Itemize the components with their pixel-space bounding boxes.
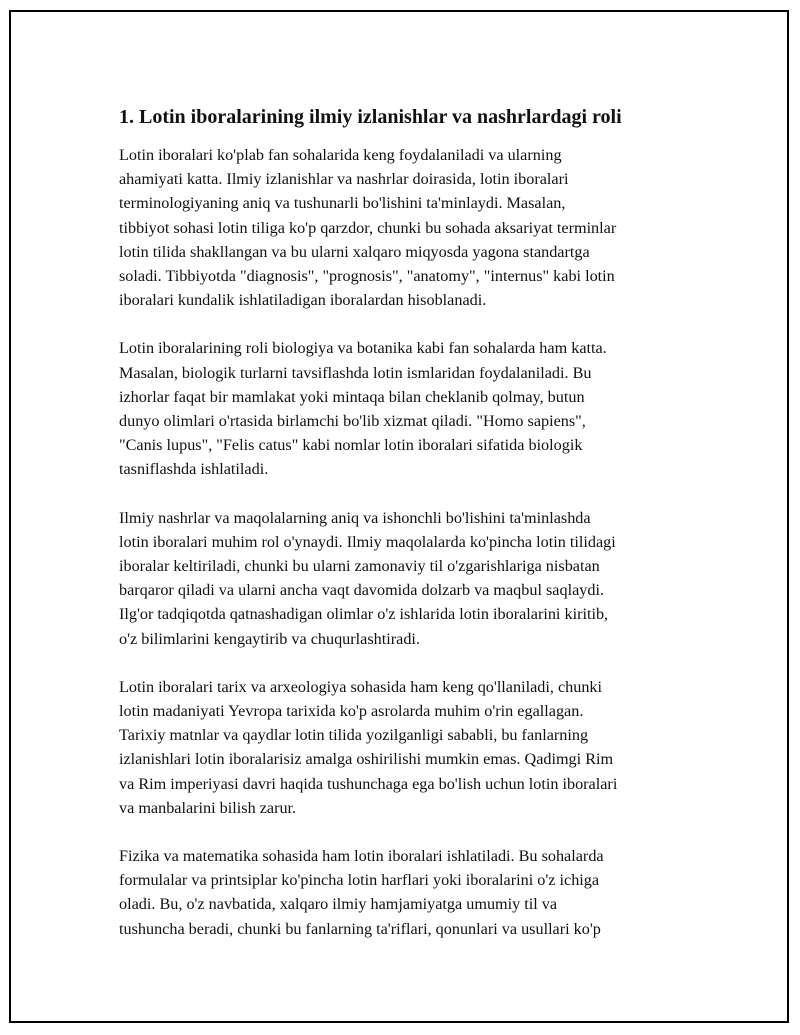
text-line: Ilg'or tadqiqotda qatnashadigan olimlar o'z ishlarida lotin iboralarini kiritib,	[119, 605, 609, 624]
text-line: izlanishlari lotin iboralarisiz amalga oshirilishi mumkin emas. Qadimgi Rim	[119, 750, 614, 769]
text-line: tasniflashda ishlatiladi.	[119, 460, 269, 479]
text-line: dunyo olimlari o'rtasida birlamchi bo'lib xizmat qiladi. "Homo sapiens",	[119, 412, 586, 431]
text-line: Fizika va matematika sohasida ham lotin iboralari ishlatiladi. Bu sohalarda	[119, 847, 604, 866]
document-content	[119, 104, 709, 965]
paragraph-medicine	[119, 143, 709, 312]
text-line: tushuncha beradi, chunki bu fanlarning ta'riflari, qonunlari va usullari ko'p	[119, 919, 601, 938]
text-line: Lotin iboralarining roli biologiya va botanika kabi fan sohalarda ham katta.	[119, 339, 607, 358]
text-line: Lotin iboralari ko'plab fan sohalarida keng foydalaniladi va ularning	[119, 146, 562, 164]
text-line: o'z bilimlarini kengaytirib va chuqurlashtiradi.	[119, 629, 420, 648]
text-line: va manbalarini bilish zarur.	[119, 798, 297, 817]
text-line: izhorlar faqat bir mamlakat yoki mintaqa bilan cheklanib qolmay, butun	[119, 387, 585, 406]
text-line: iboralar keltiriladi, chunki bu ularni zamonaviy til o'zgarishlariga nisbatan	[119, 557, 600, 576]
text-line: oladi. Bu, o'z navbatida, xalqaro ilmiy hamjamiyatga umumiy til va	[119, 895, 558, 914]
text-line: lotin madaniyati Yevropa tarixida ko'p asrolarda muhim o'rin egallagan.	[119, 702, 584, 721]
document-page	[9, 10, 789, 1023]
paragraph-publications	[119, 506, 709, 651]
text-line: soladi. Tibbiyotda "diagnosis", "prognosis", "anatomy", "internus" kabi lotin	[119, 267, 615, 286]
text-line: formulalar va printsiplar ko'pincha lotin harflari yoki iboralarini o'z ichiga	[119, 871, 600, 890]
text-line: terminologiyaning aniq va tushunarli bo'lishini ta'minlaydi. Masalan,	[119, 194, 566, 213]
paragraph-physics-math	[119, 844, 709, 941]
text-line: Ilmiy nashrlar va maqolalarning aniq va ishonchli bo'lishini ta'minlashda	[119, 508, 591, 527]
text-line: Tarixiy matnlar va qaydlar lotin tilida yozilganligi sababli, bu fanlarning	[119, 726, 589, 745]
text-line: iboralari kundalik ishlatiladigan iboralardan hisoblanadi.	[119, 291, 487, 310]
text-line: barqaror qiladi va ularni ancha vaqt davomida dolzarb va maqbul saqlaydi.	[119, 581, 605, 600]
text-line: tibbiyot sohasi lotin tiliga ko'p qarzdor, chunki bu sohada aksariyat terminlar	[119, 218, 617, 237]
text-line: lotin tilida shakllangan va bu ularni xalqaro miqyosda yagona standartga	[119, 242, 590, 261]
paragraph-biology	[119, 336, 709, 481]
text-line: Masalan, biologik turlarni tavsiflashda lotin ismlaridan foydalaniladi. Bu	[119, 363, 592, 382]
text-line: lotin iboralari muhim rol o'ynaydi. Ilmiy maqolalarda ko'pincha lotin tilidagi	[119, 532, 616, 551]
text-line: Lotin iboralari tarix va arxeologiya sohasida ham keng qo'llaniladi, chunki	[119, 677, 603, 696]
text-line: ahamiyati katta. Ilmiy izlanishlar va nashrlar doirasida, lotin iboralari	[119, 170, 569, 189]
text-line: va Rim imperiyasi davri haqida tushunchaga ega bo'lish uchun lotin iboralari	[119, 774, 618, 793]
text-line: "Canis lupus", "Felis catus" kabi nomlar lotin iboralari sifatida biologik	[119, 436, 583, 455]
section-heading: 1. Lotin iboralarining ilmiy izlanishlar va nashrlardagi roli	[119, 106, 622, 128]
paragraph-history	[119, 675, 709, 820]
